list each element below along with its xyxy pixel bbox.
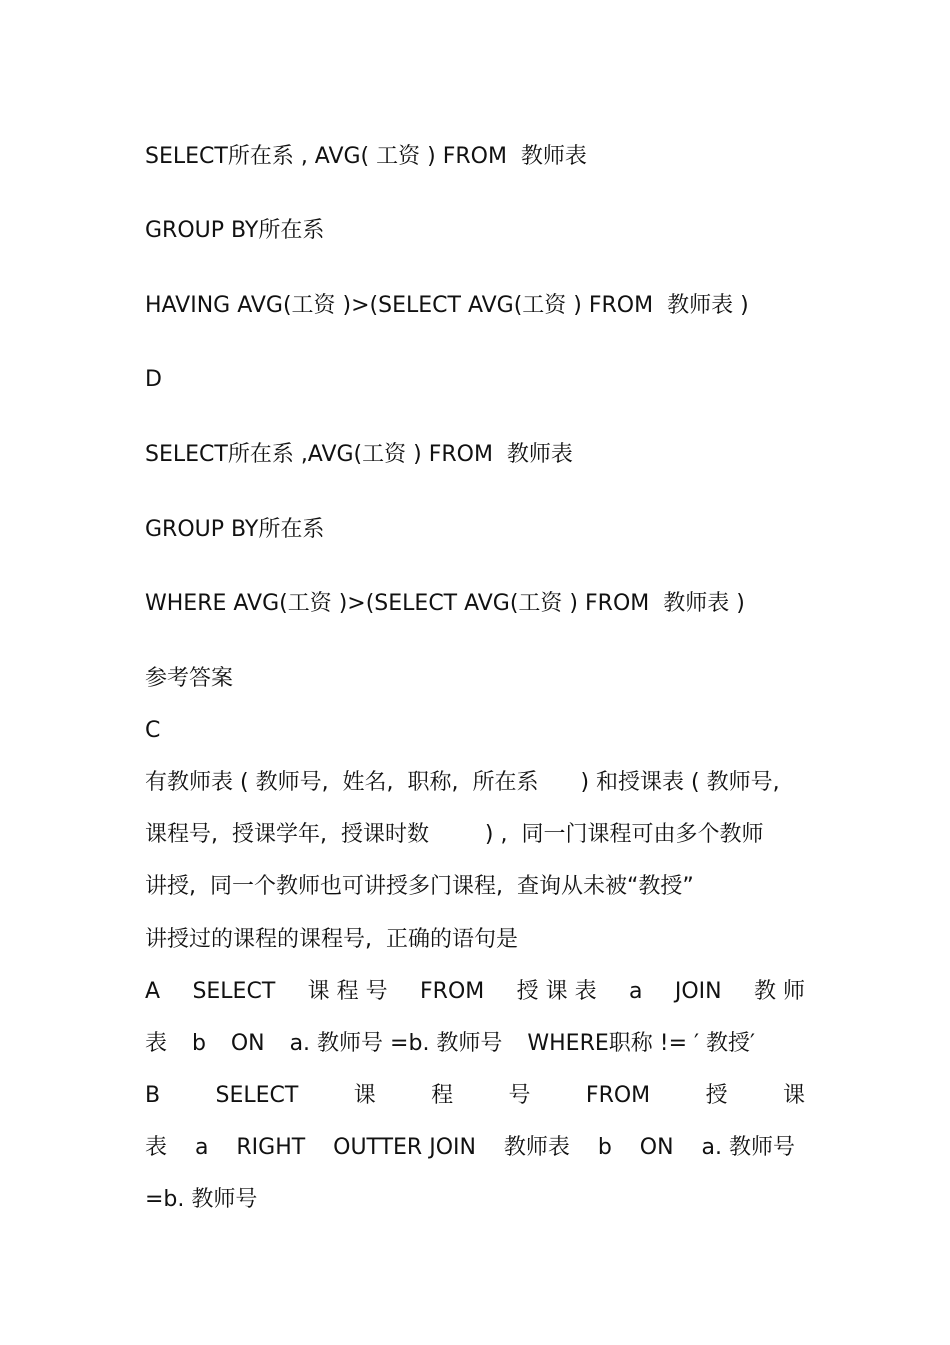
option-b-line-1: [145, 1081, 805, 1111]
option-b-token: 表: [145, 1135, 168, 1160]
question-line-1: 有教师表 ( 教师号, 姓名, 职称, 所在系 ) 和授课表 ( 教师号,: [145, 770, 780, 795]
option-b-token: b: [597, 1135, 612, 1160]
answer-value: C: [145, 718, 161, 743]
option-b-token: SELECT: [215, 1083, 299, 1108]
answer-heading: 参考答案: [145, 666, 234, 691]
option-a-token: b: [191, 1031, 206, 1056]
option-c-line-1: SELECT所在系 , AVG( 工资 ) FROM 教师表: [145, 144, 587, 169]
option-a-token: 课 程 号: [307, 979, 388, 1004]
option-b-token: RIGHT: [236, 1135, 306, 1160]
option-b-line-3: =b. 教师号: [145, 1187, 258, 1212]
question-line-2: 课程号, 授课学年, 授课时数 ) , 同一门课程可由多个教师: [145, 822, 764, 847]
option-b-token: 授: [705, 1083, 728, 1108]
option-d-line-3: WHERE AVG(工资 )>(SELECT AVG(工资 ) FROM 教师表 ): [145, 591, 745, 616]
option-a-token: WHERE职称 != ′ 教授′: [527, 1031, 755, 1056]
option-d-label: D: [145, 367, 162, 392]
option-a-line-2: [145, 1029, 755, 1059]
option-d-line-2: GROUP BY所在系: [145, 517, 325, 542]
option-c-line-3: HAVING AVG(工资 )>(SELECT AVG(工资 ) FROM 教师表 ): [145, 293, 749, 318]
option-b-token: FROM: [585, 1083, 651, 1108]
option-d-line-1: SELECT所在系 ,AVG(工资 ) FROM 教师表: [145, 442, 573, 467]
option-a-token: 表: [145, 1031, 168, 1056]
option-a-token: A: [145, 979, 161, 1004]
option-a-token: JOIN: [674, 979, 722, 1004]
option-a-token: 教 师: [754, 979, 805, 1004]
option-b-token: 程: [431, 1083, 454, 1108]
option-b-token: 课: [782, 1083, 805, 1108]
question-line-3: 讲授, 同一个教师也可讲授多门课程, 查询从未被“教授”: [145, 874, 694, 899]
option-b-token: a: [194, 1135, 209, 1160]
option-a-token: a. 教师号 =b. 教师号: [289, 1031, 503, 1056]
option-b-token: B: [145, 1083, 161, 1108]
option-b-token: OUTTER JOIN: [333, 1135, 476, 1160]
option-a-line-1: [145, 977, 805, 1007]
option-c-line-2: GROUP BY所在系: [145, 218, 325, 243]
option-b-token: 教师表: [503, 1135, 570, 1160]
option-b-token: 课: [353, 1083, 376, 1108]
option-b-token: 号: [508, 1083, 531, 1108]
question-line-4: 讲授过的课程的课程号, 正确的语句是: [145, 927, 518, 952]
option-a-token: 授 课 表: [516, 979, 597, 1004]
option-b-token: ON: [639, 1135, 674, 1160]
option-b-token: a. 教师号: [701, 1135, 795, 1160]
option-a-token: FROM: [420, 979, 485, 1004]
option-b-line-2: [145, 1133, 795, 1163]
option-a-token: a: [629, 979, 643, 1004]
option-a-token: SELECT: [192, 979, 276, 1004]
option-a-token: ON: [230, 1031, 265, 1056]
